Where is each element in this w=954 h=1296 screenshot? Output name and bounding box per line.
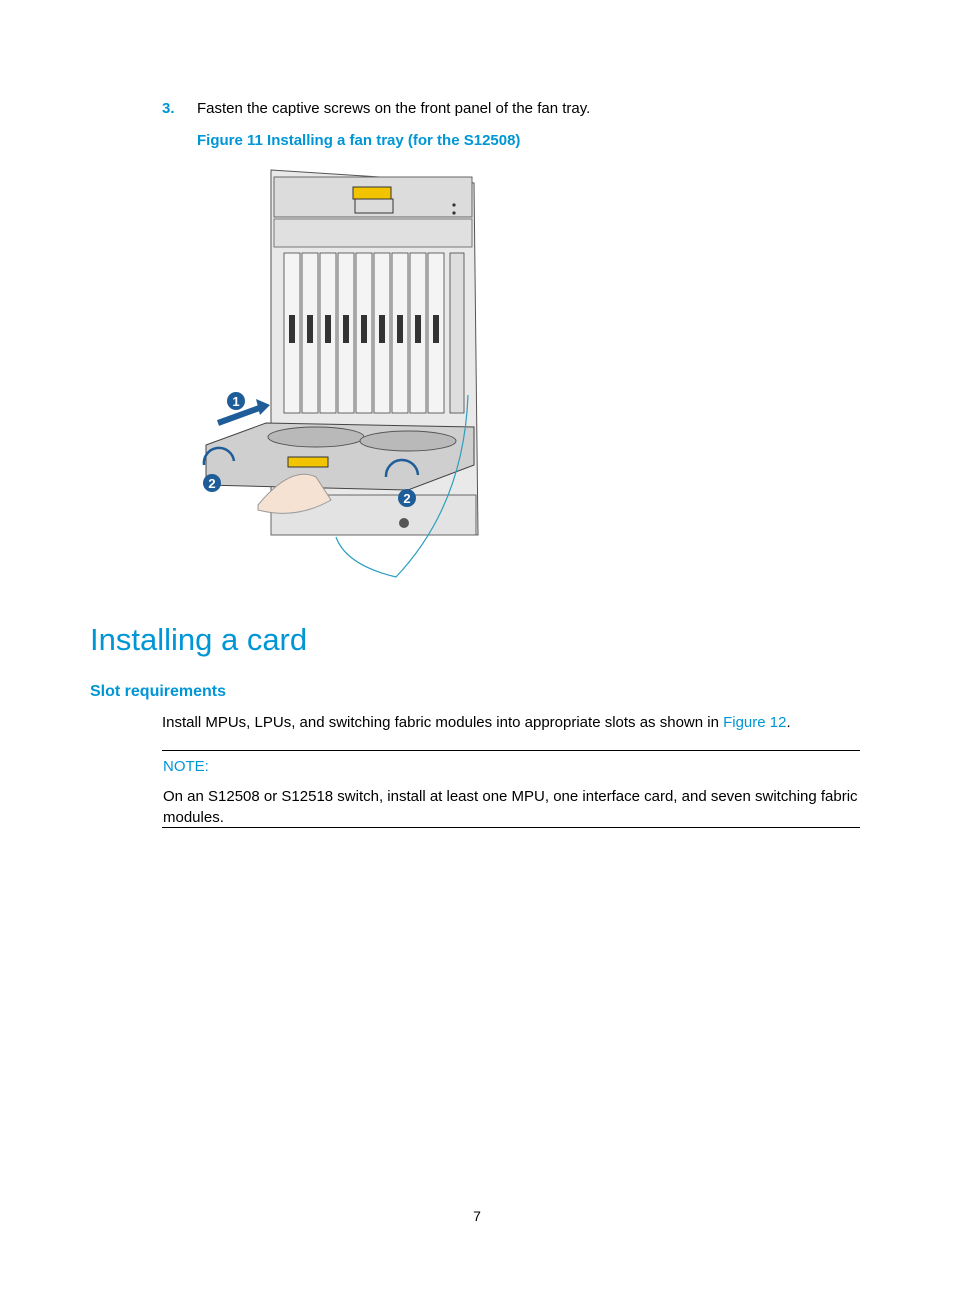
paragraph-text: Install MPUs, LPUs, and switching fabric modules into appropriate slots as shown in <box>162 714 724 731</box>
svg-text:2: 2 <box>208 476 216 491</box>
svg-text:1: 1 <box>232 394 240 409</box>
figure-caption: Figure 11 Installing a fan tray (for the S12508) <box>197 132 521 149</box>
note-top-divider <box>162 750 860 751</box>
step-number: 3. <box>162 100 175 117</box>
page-number: 7 <box>473 1208 481 1224</box>
step-text: Fasten the captive screws on the front panel of the fan tray. <box>197 100 591 117</box>
figure-12-link[interactable]: Figure 12 <box>723 714 787 731</box>
fan-tray-installation-figure <box>196 165 496 585</box>
warning-label <box>353 187 391 199</box>
paragraph-period: . <box>786 714 791 731</box>
install-arrow <box>218 407 262 423</box>
svg-text:2: 2 <box>403 491 411 506</box>
note-label: NOTE: <box>163 758 209 775</box>
note-bottom-divider <box>162 827 860 828</box>
fan-tray-illustration <box>196 165 496 585</box>
note-body: On an S12508 or S12518 switch, install at least one MPU, one interface card, and seven switching fabric modules. <box>163 788 858 826</box>
callout-1 <box>227 392 245 410</box>
section-heading: Installing a card <box>90 622 308 657</box>
callout-2-left <box>203 474 221 492</box>
slot-requirements-paragraph <box>162 714 791 731</box>
callout-2-right <box>398 489 416 507</box>
card-handles <box>289 315 439 343</box>
subsection-heading: Slot requirements <box>90 683 227 700</box>
